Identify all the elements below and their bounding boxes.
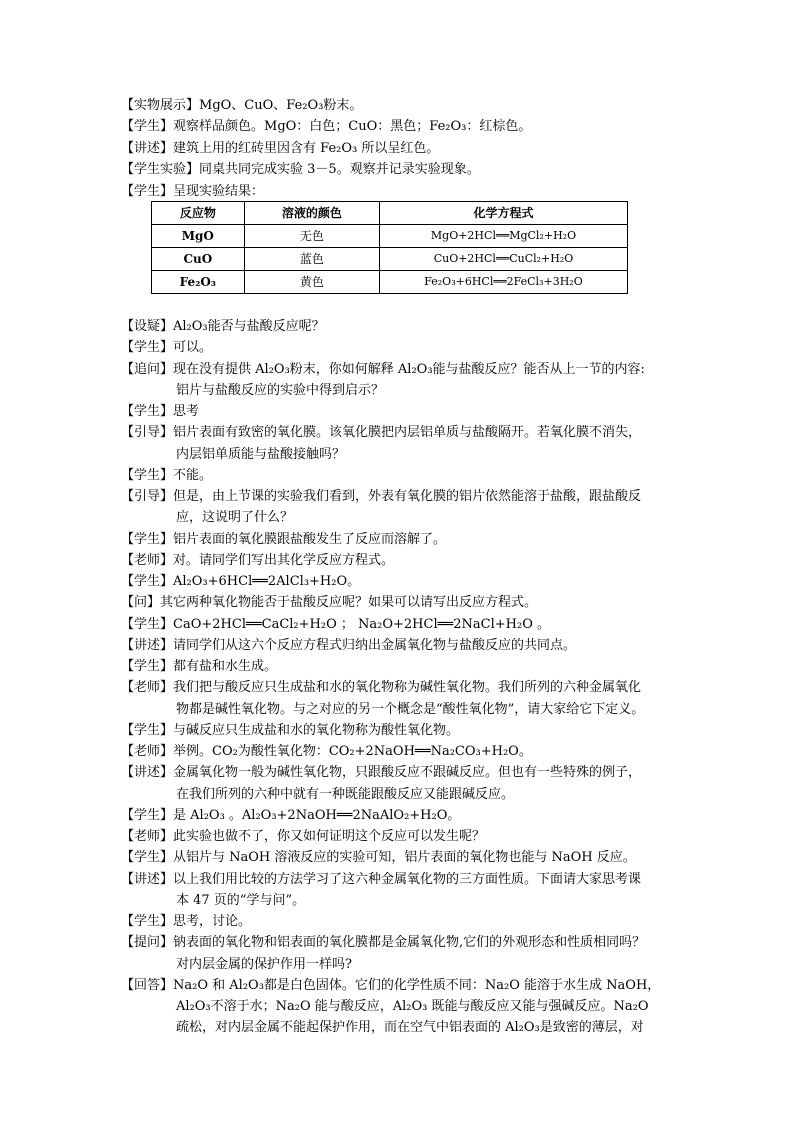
text-line <box>121 96 362 116</box>
text-line <box>121 678 641 698</box>
line-text: 可以。 <box>173 340 213 356</box>
speaker-tag: 【引导】 <box>121 489 174 504</box>
text-line <box>121 466 212 486</box>
line-text: 思考，讨论。 <box>173 914 252 929</box>
line-text: 金属氧化物一般为碱性氧化物，只跟酸反应不跟碱反应。但也有一些特殊的例子， <box>173 765 642 781</box>
table-header-row <box>152 202 628 225</box>
line-text: 应，这说明了什么？ <box>176 510 294 526</box>
speaker-tag: 【追问】 <box>121 361 174 377</box>
speaker-tag: 【学生】 <box>121 574 174 589</box>
line-text: Al₂O₃+6HCl══2AlCl₃+H₂O。 <box>173 574 361 589</box>
line-text: 以上我们用比较的方法学习了这六种金属氧化物的三方面性质。下面请大家思考课 <box>173 871 642 887</box>
line-text: 本 47 页的“学与问”。 <box>176 892 306 908</box>
speaker-tag: 【讲述】 <box>121 140 174 156</box>
speaker-tag: 【学生】 <box>121 467 174 483</box>
line-text: 建筑上用的红砖里因含有 Fe₂O₃ 所以呈红色。 <box>173 140 440 156</box>
cell-color: 无色 <box>244 225 379 248</box>
speaker-tag: 【学生】 <box>121 531 174 547</box>
speaker-tag: 【回答】 <box>121 977 174 993</box>
line-text: 物都是碱性氧化物。与之对应的另一个概念是“酸性氧化物”，请大家给它下定义。 <box>176 701 645 717</box>
cell-equation: Fe₂O₃+6HCl══2FeCl₃+3H₂O <box>379 271 627 294</box>
header-solution-color: 溶液的颜色 <box>244 202 379 225</box>
line-text: 对。请同学们写出其化学反应方程式。 <box>173 552 395 568</box>
line-text: 但是，由上节课的实验我们看到，外表有氧化膜的铝片依然能溶于盐酸，跟盐酸反 <box>173 489 642 504</box>
text-line <box>121 593 537 613</box>
speaker-tag: 【实物展示】 <box>121 98 200 113</box>
text-line <box>121 423 641 443</box>
text-line <box>121 551 394 571</box>
text-line <box>121 721 459 741</box>
line-text: 此实验也做不了，你又如何证明这个反应可以发生呢？ <box>173 829 486 844</box>
speaker-tag: 【老师】 <box>121 829 174 844</box>
cell-reactant: Fe₂O₃ <box>152 271 245 294</box>
text-line <box>176 508 293 528</box>
text-line <box>121 338 212 358</box>
line-text: Na₂O 和 Al₂O₃都是白色固体。它们的化学性质不同：Na₂O 能溶于水生成 NaOH， <box>173 977 661 993</box>
text-line <box>121 317 325 337</box>
cell-equation: MgO+2HCl══MgCl₂+H₂O <box>379 225 627 248</box>
line-text: 呈现实验结果： <box>173 183 265 199</box>
line-text: 内层铝单质能与盐酸接触吗？ <box>176 446 346 462</box>
speaker-tag: 【学生】 <box>121 183 174 199</box>
speaker-tag: 【老师】 <box>121 744 174 759</box>
text-line <box>176 891 305 911</box>
line-text: 不能。 <box>173 467 213 483</box>
text-line <box>121 763 641 783</box>
line-text: 钠表面的氧化物和铝表面的氧化膜都是金属氧化物,它们的外观形态和性质相同吗？ <box>173 935 646 951</box>
header-equation: 化学方程式 <box>379 202 627 225</box>
text-line <box>121 182 264 202</box>
text-line <box>121 360 645 380</box>
text-line <box>121 487 641 507</box>
speaker-tag: 【老师】 <box>121 680 174 696</box>
text-line <box>176 955 352 975</box>
text-line <box>121 848 636 868</box>
cell-color: 黄色 <box>244 271 379 294</box>
speaker-tag: 【学生】 <box>121 659 174 674</box>
line-text: 铝片表面的氧化膜跟盐酸发生了反应而溶解了。 <box>173 531 447 547</box>
table-row <box>152 248 628 271</box>
text-line <box>121 402 199 422</box>
line-text: 请同学们从这六个反应方程式归纳出金属氧化物与盐酸反应的共同点。 <box>173 637 577 653</box>
cell-equation: CuO+2HCl══CuCl₂+H₂O <box>379 248 627 271</box>
speaker-tag: 【讲述】 <box>121 637 174 653</box>
table-row <box>152 271 628 294</box>
speaker-tag: 【老师】 <box>121 552 174 568</box>
speaker-tag: 【讲述】 <box>121 871 174 887</box>
text-line <box>121 806 460 826</box>
speaker-tag: 【学生】 <box>121 807 174 823</box>
line-text: CaO+2HCl══CaCl₂+H₂O ； Na₂O+2HCl══2NaCl+H₂O 。 <box>173 616 550 632</box>
line-text: 思考 <box>173 404 200 419</box>
line-text: 铝片与盐酸反应的实验中得到启示？ <box>176 382 385 398</box>
line-text: 从铝片与 NaOH 溶液反应的实验可知，铝片表面的氧化物也能与 NaOH 反应。 <box>173 850 636 866</box>
text-line <box>176 445 345 465</box>
line-text: 疏松，对内层金属不能起保护作用，而在空气中铝表面的 Al₂O₃是致密的薄层，对 <box>176 1020 644 1036</box>
line-text: 都有盐和水生成。 <box>173 659 278 674</box>
cell-reactant: CuO <box>152 248 245 271</box>
text-line <box>121 139 439 159</box>
speaker-tag: 【设疑】 <box>121 319 174 334</box>
speaker-tag: 【讲述】 <box>121 765 174 781</box>
speaker-tag: 【学生】 <box>121 119 174 135</box>
text-line <box>121 933 645 953</box>
cell-reactant: MgO <box>152 225 245 248</box>
text-line <box>121 636 576 656</box>
text-line <box>121 160 480 180</box>
speaker-tag: 【学生】 <box>121 722 174 738</box>
text-line <box>121 530 446 550</box>
text-line <box>121 912 251 932</box>
line-text: 观察样品颜色。MgO：白色；CuO：黑色；Fe₂O₃：红棕色。 <box>173 119 532 135</box>
line-text: 现在没有提供 Al₂O₃粉末，你如何解释 Al₂O₃能与盐酸反应？能否从上一节的内容: <box>173 361 645 377</box>
speaker-tag: 【学生】 <box>121 616 174 632</box>
line-text: MgO、CuO、Fe₂O₃粉末。 <box>199 98 363 113</box>
header-reactant: 反应物 <box>152 202 245 225</box>
line-text: Al₂O₃能否与盐酸反应呢？ <box>173 319 325 334</box>
text-line <box>121 572 360 592</box>
line-text: 是 Al₂O₃ 。Al₂O₃+2NaOH══2NaAlO₂+H₂O。 <box>173 807 461 823</box>
line-text: 同桌共同完成实验 3－5。观察并记录实验现象。 <box>199 162 480 178</box>
speaker-tag: 【学生实验】 <box>121 162 200 178</box>
text-line <box>121 742 532 762</box>
text-line <box>176 1018 644 1038</box>
cell-color: 蓝色 <box>244 248 379 271</box>
speaker-tag: 【学生】 <box>121 914 174 929</box>
results-table <box>151 201 628 294</box>
speaker-tag: 【学生】 <box>121 850 174 866</box>
speaker-tag: 【引导】 <box>121 425 174 441</box>
text-line <box>176 785 514 805</box>
speaker-tag: 【学生】 <box>121 404 174 419</box>
text-line <box>121 615 550 635</box>
line-text: 与碱反应只生成盐和水的氧化物称为酸性氧化物。 <box>173 722 460 738</box>
text-line <box>121 870 641 890</box>
text-line <box>176 700 644 720</box>
line-text: 在我们所列的六种中就有一种既能跟酸反应又能跟碱反应。 <box>176 786 515 802</box>
text-line <box>121 657 277 677</box>
line-text: 其它两种氧化物能否于盐酸反应呢？如果可以请写出反应方程式。 <box>160 595 538 611</box>
text-line <box>121 117 531 137</box>
text-line <box>176 381 384 401</box>
table-row <box>152 225 628 248</box>
line-text: Al₂O₃不溶于水；Na₂O 能与酸反应，Al₂O₃ 既能与酸反应又能与强碱反应。Na₂O <box>176 999 649 1014</box>
line-text: 我们把与酸反应只生成盐和水的氧化物称为碱性氧化物。我们所列的六种金属氧化 <box>173 680 642 696</box>
line-text: 铝片表面有致密的氧化膜。该氧化膜把内层铝单质与盐酸隔开。若氧化膜不消失， <box>173 425 642 441</box>
speaker-tag: 【问】 <box>121 595 161 611</box>
speaker-tag: 【提问】 <box>121 935 174 951</box>
text-line <box>176 997 649 1017</box>
text-line <box>121 976 660 996</box>
speaker-tag: 【学生】 <box>121 340 174 356</box>
line-text: 对内层金属的保护作用一样吗? <box>176 956 352 972</box>
text-line <box>121 827 485 847</box>
line-text: 举例。CO₂为酸性氧化物：CO₂+2NaOH══Na₂CO₃+H₂O。 <box>173 744 532 759</box>
